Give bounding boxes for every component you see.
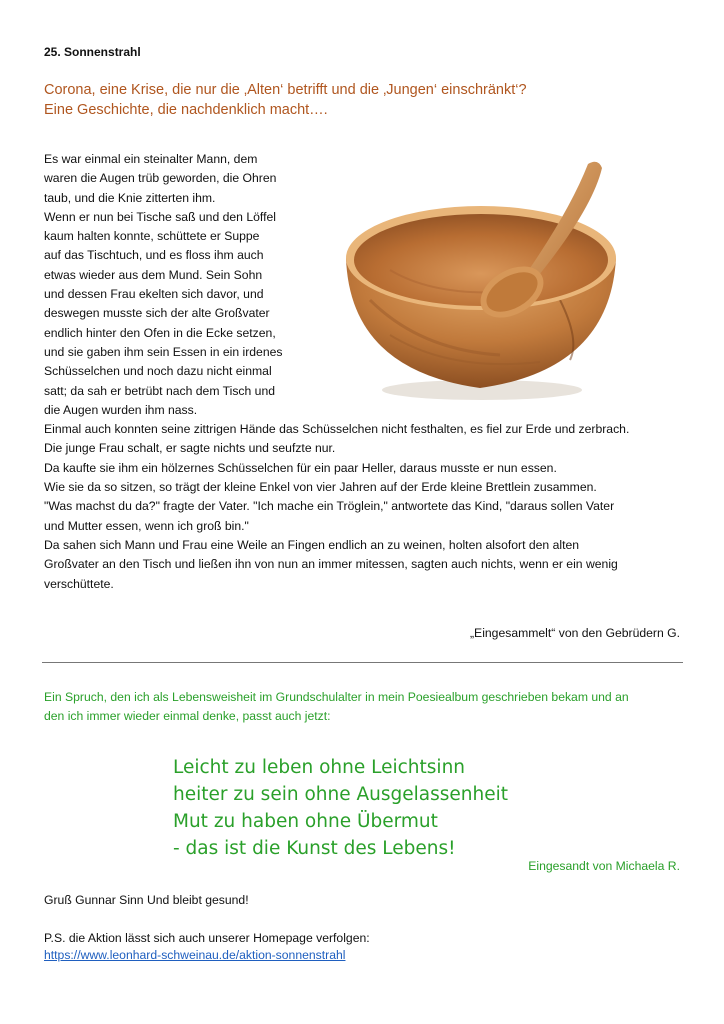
story-line: und Mutter essen, wenn ich groß bin."	[44, 518, 249, 533]
divider	[42, 662, 683, 663]
page-heading: 25. Sonnenstrahl	[44, 45, 141, 59]
wooden-bowl-icon	[330, 150, 630, 405]
subtitle-line: Corona, eine Krise, die nur die ‚Alten‘ betrifft und die ‚Jungen‘ einschränkt‘?	[44, 82, 527, 98]
story-line: auf das Tischtuch, und es floss ihm auch	[44, 248, 264, 263]
story-line: satt; da sah er betrübt nach dem Tisch und	[44, 383, 276, 398]
story-narrow-block	[44, 150, 309, 420]
saying-intro	[44, 688, 689, 726]
story-line: Wenn er nun bei Tische saß und den Löffel	[44, 209, 276, 224]
postscript-text: P.S. die Aktion lässt sich auch unserer Homepage verfolgen:	[44, 931, 370, 945]
greeting: Gruß Gunnar Sinn Und bleibt gesund!	[44, 893, 249, 907]
story-line: endlich hinter den Ofen in die Ecke setzen,	[44, 325, 276, 340]
story-line: etwas wieder aus dem Mund. Sein Sohn	[44, 267, 263, 282]
story-line: Da kaufte sie ihm ein hölzernes Schüsselchen für ein paar Heller, daraus musste er nun essen.	[44, 460, 557, 475]
story-line: und sie gaben ihm sein Essen in ein irdenes	[44, 344, 283, 359]
subtitle-line: Eine Geschichte, die nachdenklich macht….	[44, 102, 328, 118]
poem-line: heiter zu sein ohne Ausgelassenheit	[173, 784, 508, 805]
postscript	[44, 930, 370, 964]
story-line: und dessen Frau ekelten sich davor, und	[44, 287, 264, 302]
poem-line: Mut zu haben ohne Übermut	[173, 811, 438, 832]
story-line: Großvater an den Tisch und ließen ihn von nun an immer mitessen, sagten auch nichts, wenn er ein wenig	[44, 557, 618, 572]
poem-line: Leicht zu leben ohne Leichtsinn	[173, 757, 466, 778]
story-line: waren die Augen trüb geworden, die Ohren	[44, 171, 277, 186]
poem-line: - das ist die Kunst des Lebens!	[173, 838, 456, 859]
poem-sender: Eingesandt von Michaela R.	[528, 859, 680, 873]
story-line: die Augen wurden ihm nass.	[44, 402, 198, 417]
story-line: Es war einmal ein steinalter Mann, dem	[44, 152, 258, 166]
story-line: "Was machst du da?" fragte der Vater. "Ich mache ein Tröglein," antwortete das Kind, "daraus sollen Vater	[44, 499, 615, 514]
subtitle	[44, 80, 684, 120]
saying-intro-line: den ich immer wieder einmal denke, passt auch jetzt:	[44, 709, 331, 723]
story-line: deswegen musste sich der alte Großvater	[44, 306, 270, 321]
homepage-link[interactable]: https://www.leonhard-schweinau.de/aktion-sonnenstrahl	[44, 948, 346, 962]
story-line: taub, und die Knie zitterten ihm.	[44, 190, 216, 205]
story-line: Wie sie da so sitzen, so trägt der kleine Enkel von vier Jahren auf der Erde kleine Brettlein zusammen.	[44, 480, 597, 495]
story-line: Schüsselchen und noch dazu nicht einmal	[44, 364, 272, 379]
story-wide-block	[44, 420, 684, 594]
saying-intro-line: Ein Spruch, den ich als Lebensweisheit im Grundschulalter in mein Poesiealbum geschrieben bekam und an	[44, 690, 629, 704]
story-line: Einmal auch konnten seine zittrigen Hände das Schüsselchen nicht festhalten, es fiel zur Erde und zerbrach.	[44, 422, 630, 437]
story-line: kaum halten konnte, schüttete er Suppe	[44, 229, 260, 244]
story-credit: „Eingesammelt“ von den Gebrüdern G.	[470, 626, 680, 640]
story-line: Da sahen sich Mann und Frau eine Weile an Fingen endlich an zu weinen, holten alsofort den alten	[44, 537, 580, 552]
poem	[173, 754, 508, 862]
wooden-bowl-image	[330, 150, 630, 405]
story-line: Die junge Frau schalt, er sagte nichts und seufzte nur.	[44, 441, 336, 456]
story-line: verschüttete.	[44, 576, 114, 591]
